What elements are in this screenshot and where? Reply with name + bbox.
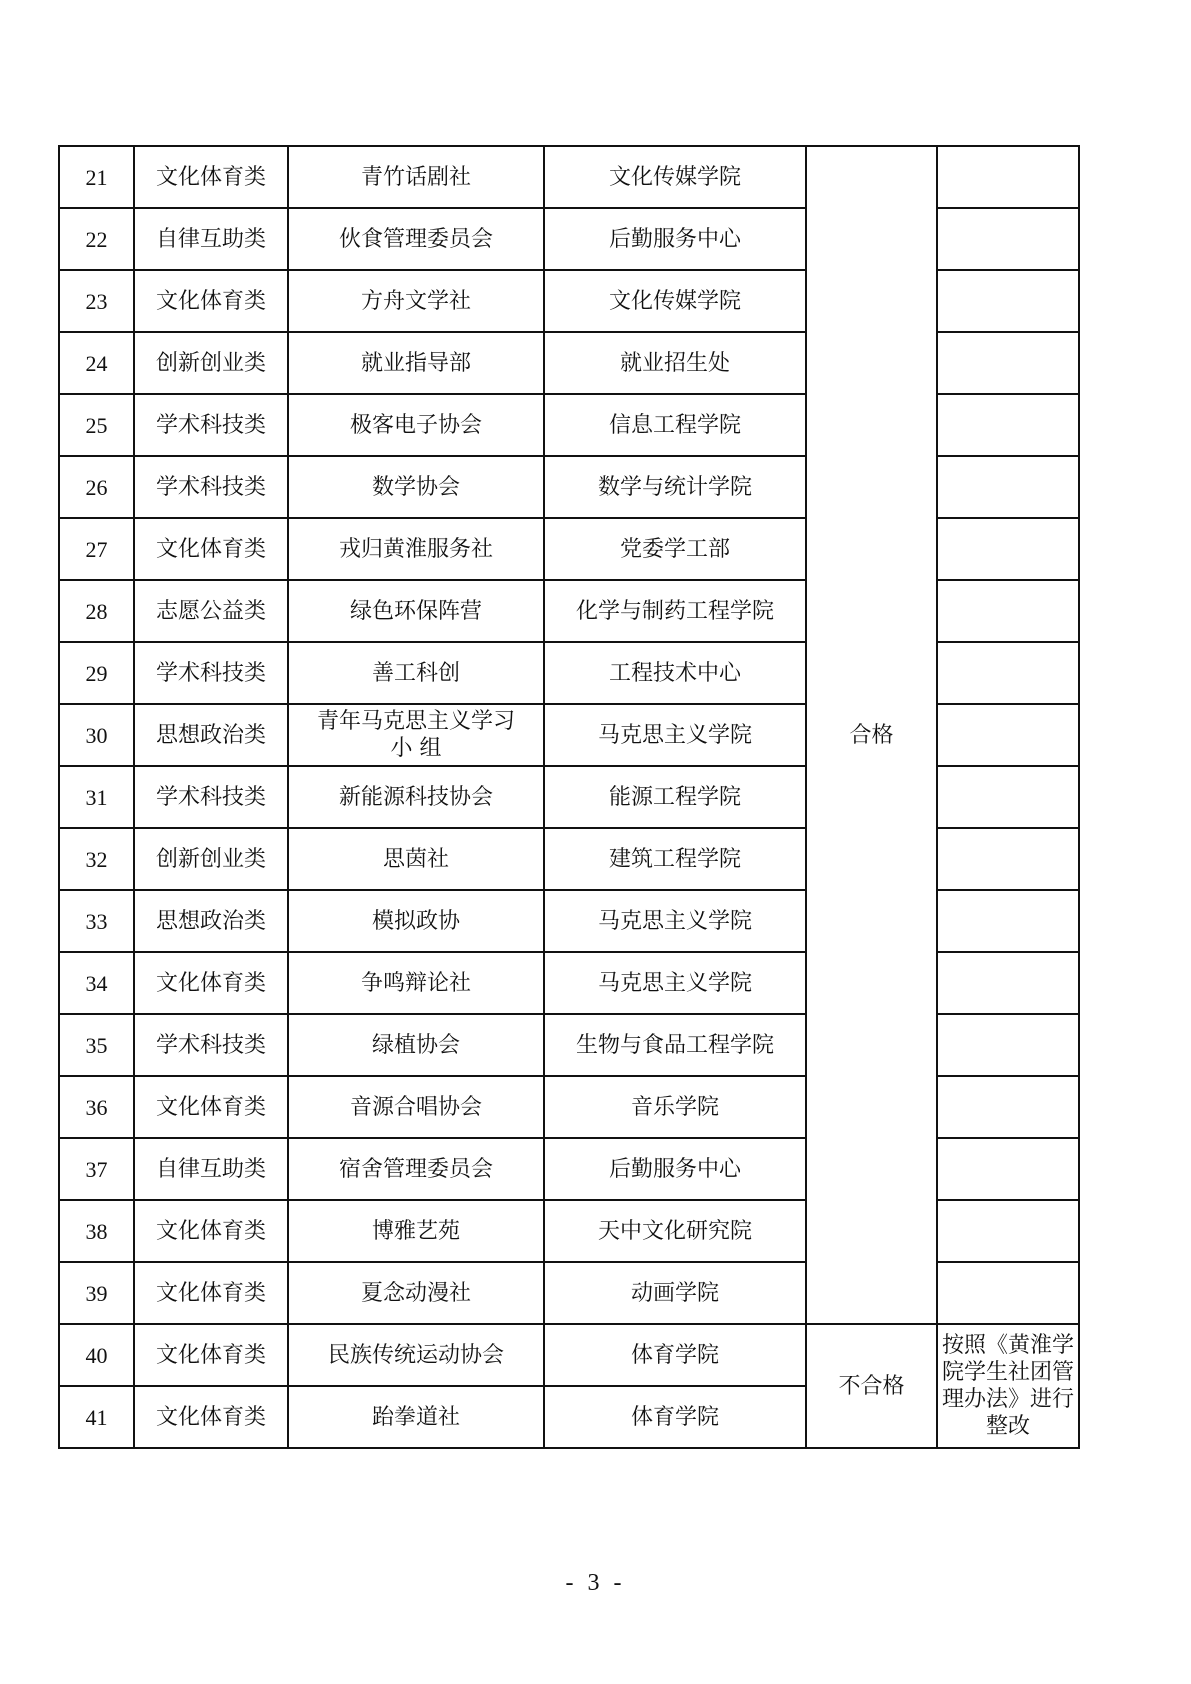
note-cell	[937, 394, 1079, 456]
supervising-unit: 马克思主义学院	[544, 704, 806, 766]
row-number: 34	[59, 952, 134, 1014]
supervising-unit: 体育学院	[544, 1386, 806, 1448]
note-cell	[937, 642, 1079, 704]
club-name: 夏念动漫社	[288, 1262, 544, 1324]
club-name: 方舟文学社	[288, 270, 544, 332]
rectification-note: 按照《黄淮学院学生社团管理办法》进行整改	[937, 1324, 1079, 1448]
club-category: 文化体育类	[134, 1324, 288, 1386]
supervising-unit: 生物与食品工程学院	[544, 1014, 806, 1076]
row-number: 33	[59, 890, 134, 952]
club-category: 文化体育类	[134, 518, 288, 580]
supervising-unit: 后勤服务中心	[544, 1138, 806, 1200]
supervising-unit: 后勤服务中心	[544, 208, 806, 270]
club-category: 志愿公益类	[134, 580, 288, 642]
result-pass: 合格	[806, 146, 937, 1324]
note-cell	[937, 1200, 1079, 1262]
row-number: 41	[59, 1386, 134, 1448]
club-name: 模拟政协	[288, 890, 544, 952]
supervising-unit: 文化传媒学院	[544, 270, 806, 332]
note-cell	[937, 828, 1079, 890]
note-cell	[937, 704, 1079, 766]
club-category: 文化体育类	[134, 1200, 288, 1262]
club-category: 文化体育类	[134, 1076, 288, 1138]
club-category: 文化体育类	[134, 270, 288, 332]
supervising-unit: 信息工程学院	[544, 394, 806, 456]
note-cell	[937, 580, 1079, 642]
club-category: 创新创业类	[134, 332, 288, 394]
club-name: 绿色环保阵营	[288, 580, 544, 642]
club-category: 自律互助类	[134, 208, 288, 270]
club-category: 文化体育类	[134, 146, 288, 208]
note-cell	[937, 890, 1079, 952]
club-name: 极客电子协会	[288, 394, 544, 456]
note-cell	[937, 1076, 1079, 1138]
note-cell	[937, 146, 1079, 208]
note-cell	[937, 1138, 1079, 1200]
page-number: - 3 -	[565, 1570, 626, 1596]
club-name: 跆拳道社	[288, 1386, 544, 1448]
supervising-unit: 能源工程学院	[544, 766, 806, 828]
club-category: 文化体育类	[134, 952, 288, 1014]
supervising-unit: 数学与统计学院	[544, 456, 806, 518]
club-category: 学术科技类	[134, 766, 288, 828]
club-category: 创新创业类	[134, 828, 288, 890]
row-number: 32	[59, 828, 134, 890]
club-name: 音源合唱协会	[288, 1076, 544, 1138]
supervising-unit: 体育学院	[544, 1324, 806, 1386]
club-category: 文化体育类	[134, 1386, 288, 1448]
club-name: 善工科创	[288, 642, 544, 704]
supervising-unit: 马克思主义学院	[544, 952, 806, 1014]
row-number: 39	[59, 1262, 134, 1324]
row-number: 25	[59, 394, 134, 456]
club-category: 思想政治类	[134, 704, 288, 766]
club-name: 数学协会	[288, 456, 544, 518]
club-name: 民族传统运动协会	[288, 1324, 544, 1386]
row-number: 28	[59, 580, 134, 642]
club-name: 思茵社	[288, 828, 544, 890]
supervising-unit: 天中文化研究院	[544, 1200, 806, 1262]
row-number: 31	[59, 766, 134, 828]
supervising-unit: 文化传媒学院	[544, 146, 806, 208]
row-number: 40	[59, 1324, 134, 1386]
row-number: 38	[59, 1200, 134, 1262]
row-number: 21	[59, 146, 134, 208]
supervising-unit: 音乐学院	[544, 1076, 806, 1138]
row-number: 36	[59, 1076, 134, 1138]
club-name-line1: 青年马克思主义学习	[316, 709, 515, 734]
club-name: 伙食管理委员会	[288, 208, 544, 270]
club-name: 就业指导部	[288, 332, 544, 394]
club-category: 学术科技类	[134, 642, 288, 704]
supervising-unit: 就业招生处	[544, 332, 806, 394]
club-category: 学术科技类	[134, 456, 288, 518]
result-fail: 不合格	[806, 1324, 937, 1448]
club-name: 博雅艺苑	[288, 1200, 544, 1262]
club-name: 戎归黄淮服务社	[288, 518, 544, 580]
note-cell	[937, 766, 1079, 828]
club-name	[288, 704, 544, 766]
note-cell	[937, 518, 1079, 580]
supervising-unit: 工程技术中心	[544, 642, 806, 704]
row-number: 29	[59, 642, 134, 704]
club-name: 绿植协会	[288, 1014, 544, 1076]
note-cell	[937, 1262, 1079, 1324]
row-number: 26	[59, 456, 134, 518]
club-assessment-table	[58, 145, 1080, 1449]
table-row	[59, 1324, 1079, 1386]
row-number: 35	[59, 1014, 134, 1076]
club-category: 思想政治类	[134, 890, 288, 952]
row-number: 24	[59, 332, 134, 394]
table-row	[59, 146, 1079, 208]
supervising-unit: 党委学工部	[544, 518, 806, 580]
club-name: 争鸣辩论社	[288, 952, 544, 1014]
note-cell	[937, 332, 1079, 394]
row-number: 27	[59, 518, 134, 580]
supervising-unit: 化学与制药工程学院	[544, 580, 806, 642]
club-name: 新能源科技协会	[288, 766, 544, 828]
row-number: 23	[59, 270, 134, 332]
note-cell	[937, 1014, 1079, 1076]
supervising-unit: 建筑工程学院	[544, 828, 806, 890]
note-cell	[937, 208, 1079, 270]
club-category: 自律互助类	[134, 1138, 288, 1200]
club-name-line2: 小 组	[390, 736, 442, 761]
supervising-unit: 动画学院	[544, 1262, 806, 1324]
note-cell	[937, 270, 1079, 332]
supervising-unit: 马克思主义学院	[544, 890, 806, 952]
club-category: 文化体育类	[134, 1262, 288, 1324]
club-category: 学术科技类	[134, 1014, 288, 1076]
row-number: 37	[59, 1138, 134, 1200]
club-name: 宿舍管理委员会	[288, 1138, 544, 1200]
note-cell	[937, 952, 1079, 1014]
note-cell	[937, 456, 1079, 518]
club-name: 青竹话剧社	[288, 146, 544, 208]
row-number: 30	[59, 704, 134, 766]
club-category: 学术科技类	[134, 394, 288, 456]
row-number: 22	[59, 208, 134, 270]
